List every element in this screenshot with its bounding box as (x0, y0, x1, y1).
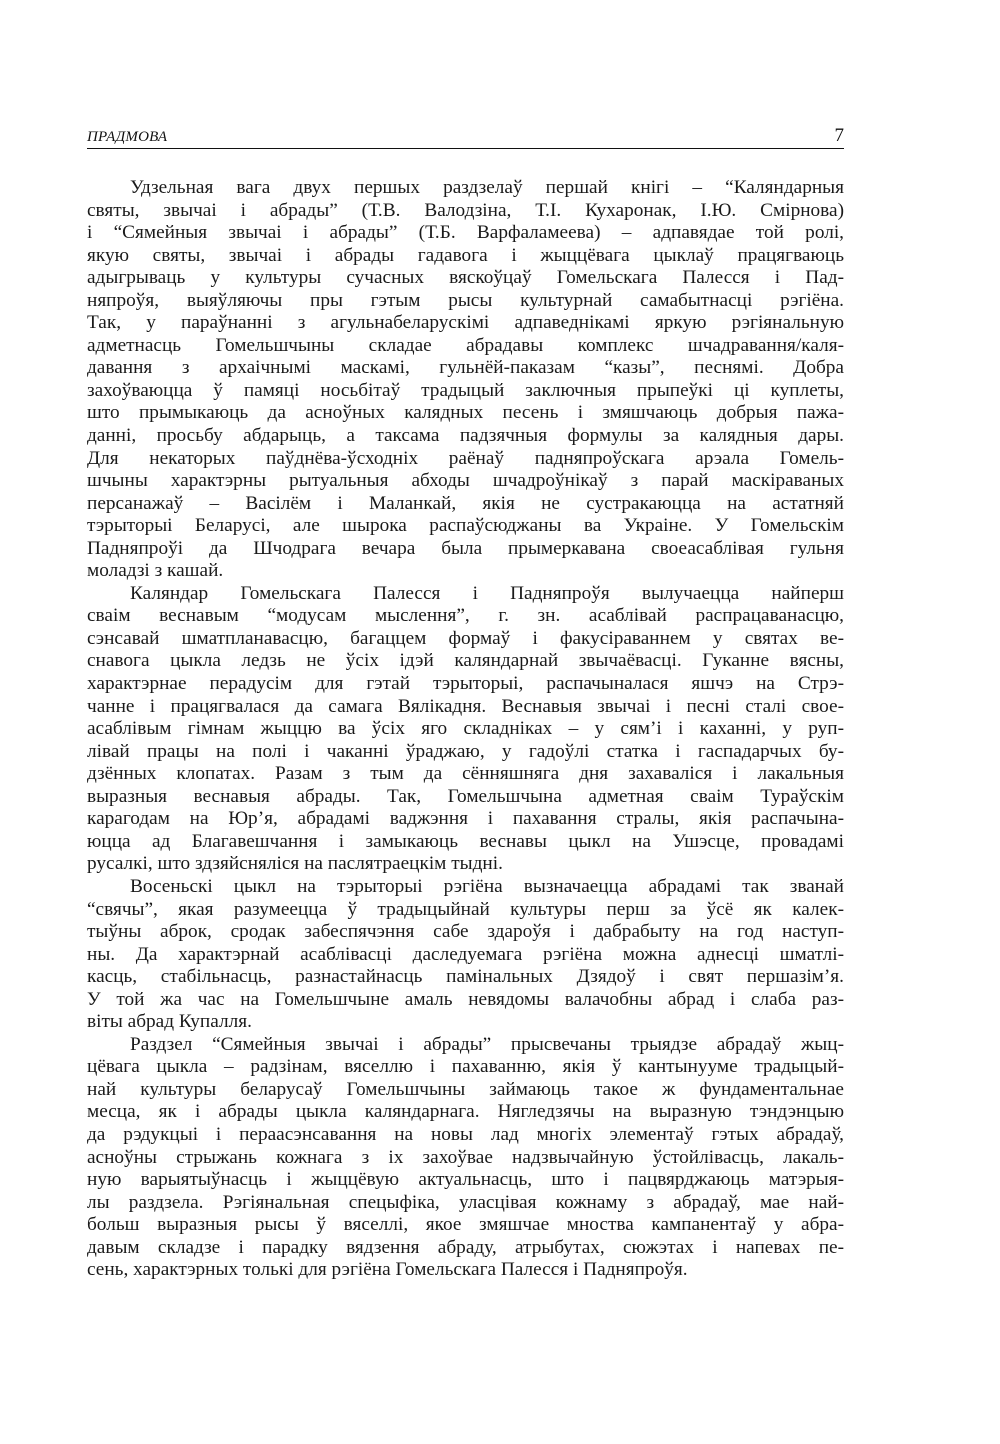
text-line: якую святы, звычаі і абрады гадавога і жыццёвага цыклаў працягваюць (87, 244, 844, 266)
text-line: сень, характэрных толькі для рэгіёна Гомельскага Палесся і Падняпроўя. (87, 1259, 688, 1281)
text-line: ную варыятыўнасць і жыццёвую актуальнасць, што і пацвярджаюць матэрыя- (87, 1169, 844, 1191)
running-title: ПРАДМОВА (87, 129, 168, 145)
text-line: дзённых клопатах. Разам з тым да сённяшняга дня захаваліся і лакальныя (87, 763, 844, 785)
text-line: Так, у параўнанні з агульнабеларускімі адпаведнікамі яркую рэгіянальную (87, 312, 844, 334)
text-line: карагодам на Юр’я, абрадамі ваджэння і пахавання стралы, якія распачына- (87, 808, 844, 830)
text-line: няпроўя, выяўляючы пры гэтым рысы культурнай самабытнасці рэгіёна. (87, 289, 844, 311)
text-line: што прымыкаюць да асноўных калядных песень і змяшчаюць добрыя пажа- (87, 402, 844, 424)
text-line: асноўны стрыжань кожнага з іх захоўвае надзвычайную ўстойлівасць, лакаль- (87, 1146, 844, 1168)
text-line: моладзі з кашай. (87, 560, 224, 582)
text-line: персанажаў – Васілём і Маланкай, якія не сустракаюцца на астатняй (87, 492, 844, 514)
text-line: “свячы”, якая разумеецца ў традыцыйнай культуры перш за ўсё як калек- (87, 898, 844, 920)
text-line: выразныя веснавыя абрады. Так, Гомельшчына адметная сваім Тураўскім (87, 785, 844, 807)
text-line: да рэдукцыі і пераасэнсавання на новы лад многіх элементаў гэтых абрадаў, (87, 1123, 844, 1145)
text-line: сэнсавай шматпланавасцю, багаццем формаў і факусіраваннем у святах ве- (87, 627, 844, 649)
text-line: цёвага цыкла – радзінам, вяселлю і пахаванню, якія ў кантынууме традыцый- (87, 1056, 844, 1078)
paragraph (87, 1034, 844, 1282)
text-line: давання з архаічнымі маскамі, гульнёй-паказам “казы”, песнямі. Добра (87, 357, 844, 379)
page-header (87, 126, 844, 149)
text-line: данні, просьбу абдарыць, а таксама падзячныя формулы за калядныя дары. (87, 425, 844, 447)
text-line: Удзельная вага двух першых раздзелаў першай кнігі – “Каляндарныя (130, 177, 844, 198)
text-line: давым складзе і парадку вядзення абраду, атрыбутах, сюжэтах і напевах пе- (87, 1236, 844, 1258)
text-line: сваім веснавым “модусам мыслення”, г. зн. асаблівай распрацаванасцю, (87, 605, 844, 627)
text-line: больш выразныя рысы ў вяселлі, якое змяшчае мноства кампанентаў у абра- (87, 1214, 844, 1236)
text-line: захоўваюцца ў памяці носьбітаў традыцый заключныя прыпеўкі ці куплеты, (87, 379, 844, 401)
text-line: касць, стабільнасць, разнастайнасць памінальных Дзядоў і свят першазім’я. (87, 966, 844, 988)
text-line: юцца ад Благавешчання і замыкаюць веснавы цыкл на Ушэсце, провадамі (87, 830, 844, 852)
text-line: Падняпроўі да Шчодрага вечара была прымеркавана своеасаблівая гульня (87, 537, 844, 559)
text-line: тэрыторыі Беларусі, але шырока распаўсюджаны ва Украіне. У Гомельскім (87, 515, 844, 537)
text-line: характэрнае перадусім для гэтай тэрыторыі, распачыналася яшчэ на Стрэ- (87, 673, 844, 695)
page-number: 7 (834, 125, 844, 146)
text-line: месца, як і абрады цыкла каляндарнага. Нягледзячы на выразную тэндэнцыю (87, 1101, 844, 1123)
text-line: і “Сямейныя звычаі і абрады” (Т.Б. Варфаламеева) – адпавядае той ролі, (87, 222, 844, 244)
text-line: У той жа час на Гомельшчыне амаль невядомы валачобны абрад і слаба раз- (87, 988, 844, 1010)
text-line: святы, звычаі і абрады” (Т.В. Валодзіна, Т.І. Кухаронак, І.Ю. Смірнова) (87, 199, 844, 221)
text-line: лы раздзела. Рэгіянальная спецыфіка, уласцівая кожнаму з абрадаў, мае най- (87, 1191, 844, 1213)
text-line: най культуры беларусаў Гомельшчыны займаюць такое ж фундаментальнае (87, 1078, 844, 1100)
paragraph (87, 583, 844, 876)
text-line: лівай працы на полі і чаканні ўраджаю, у гадоўлі статка і гаспадарчых бу- (87, 740, 844, 762)
text-line: адыгрываць у культуры сучасных вяскоўцаў Гомельскага Палесся і Пад- (87, 267, 844, 289)
text-line: шчыны характэрны рытуальныя абходы шчадроўнікаў з парай маскіраваных (87, 470, 844, 492)
text-line: Восеньскі цыкл на тэрыторыі рэгіёна вызначаецца абрадамі так званай (130, 875, 844, 897)
text-line: адметнасць Гомельшчыны складае абрадавы комплекс шчадравання/каля- (87, 334, 844, 356)
text-line: снавога цыкла ледзь не ўсіх ідэй каляндарнай звычаёвасці. Гуканне вясны, (87, 650, 844, 672)
text-line: Каляндар Гомельскага Палесся і Падняпроўя вылучаецца найперш (130, 582, 844, 604)
text-line: віты абрад Купалля. (87, 1011, 252, 1033)
paragraph (87, 177, 844, 583)
text-line: русалкі, што здзяйсняліся на паслятраецкім тыдні. (87, 853, 503, 875)
text-line: Для некаторых паўднёва-ўсходніх раёнаў падняпроўскага арэала Гомель- (87, 447, 844, 469)
text-line: чанне і працягвалася да самага Вялікадня. Веснавыя звычаі і песні сталі свое- (87, 695, 844, 717)
text-line: ны. Да характэрнай асаблівасці даследуемага рэгіёна можна аднесці шматлі- (87, 943, 844, 965)
text-line: Раздзел “Сямейныя звычаі і абрады” прысвечаны трыядзе абрадаў жыц- (130, 1033, 844, 1055)
paragraph (87, 876, 844, 1034)
body-text (87, 177, 844, 1282)
text-line: тыўны аброк, сродак забеспячэння сабе здароўя і дабрабыту на год наступ- (87, 921, 844, 943)
text-line: асаблівым гімнам жыццю ва ўсіх яго складніках – у сям’і і каханні, у руп- (87, 718, 844, 740)
